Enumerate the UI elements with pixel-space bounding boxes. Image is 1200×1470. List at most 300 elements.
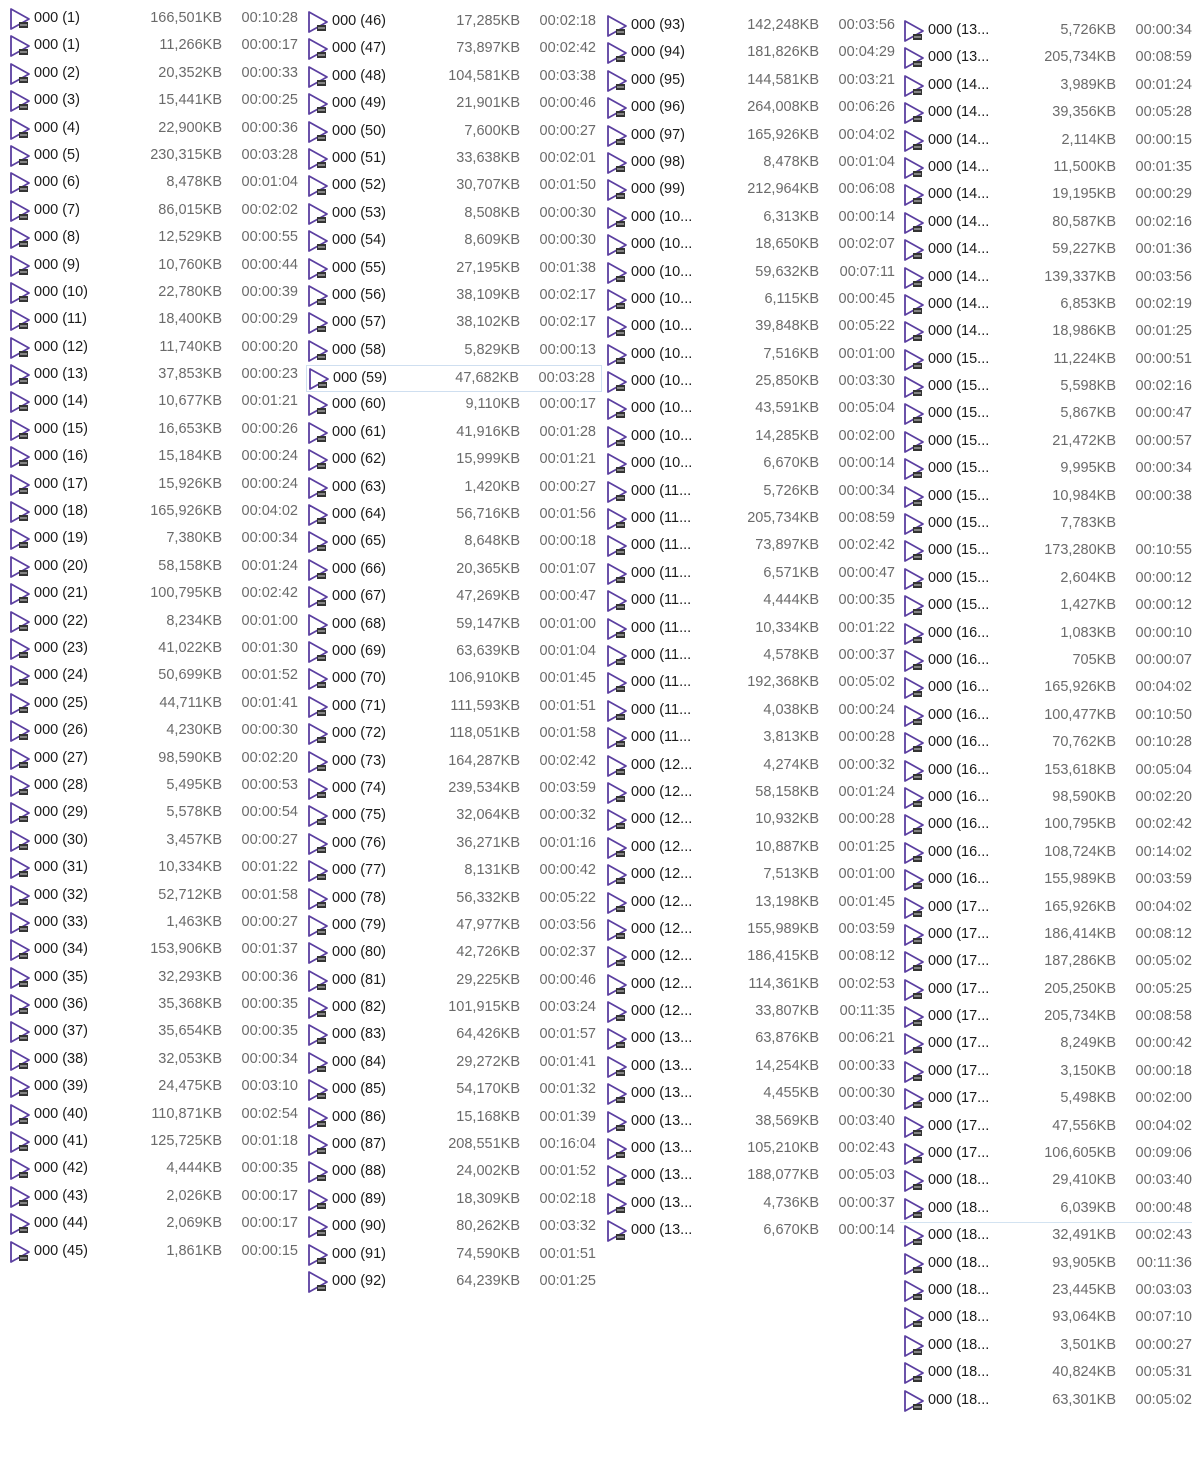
file-duration: 00:05:02 [1135, 953, 1192, 970]
file-item[interactable] [306, 803, 602, 830]
file-item[interactable] [8, 1074, 304, 1101]
video-file-icon [8, 1020, 32, 1044]
file-size: 8,609KB [464, 232, 520, 249]
file-item[interactable] [902, 73, 1198, 100]
file-item[interactable] [8, 6, 304, 33]
file-item[interactable] [902, 100, 1198, 127]
file-name: 000 (17) [34, 475, 89, 492]
video-file-icon [306, 1106, 330, 1130]
file-name: 000 (86) [332, 1108, 387, 1125]
file-item[interactable] [306, 1077, 602, 1104]
file-item[interactable] [902, 758, 1198, 785]
video-file-icon [605, 1219, 629, 1243]
file-item[interactable] [8, 198, 304, 225]
file-item[interactable] [8, 526, 304, 553]
file-item[interactable] [8, 691, 304, 718]
file-item[interactable] [902, 566, 1198, 593]
file-item[interactable] [8, 253, 304, 280]
file-name: 000 (21) [34, 585, 89, 602]
file-size: 239,534KB [448, 779, 520, 796]
video-file-icon [306, 1023, 330, 1047]
file-item[interactable] [8, 1239, 304, 1266]
file-item[interactable] [902, 128, 1198, 155]
file-name: 000 (55) [332, 259, 387, 276]
file-item[interactable] [902, 703, 1198, 730]
file-item[interactable] [306, 9, 602, 36]
video-file-icon [306, 1215, 330, 1239]
file-item[interactable] [605, 232, 901, 259]
file-name: 000 (14... [928, 323, 990, 340]
file-item[interactable] [902, 484, 1198, 511]
file-item[interactable] [902, 593, 1198, 620]
file-item[interactable] [902, 1278, 1198, 1305]
file-item[interactable] [306, 968, 602, 995]
file-item[interactable] [902, 210, 1198, 237]
file-duration: 00:00:34 [1135, 22, 1192, 38]
file-item[interactable] [306, 749, 602, 776]
file-size: 21,472KB [1052, 432, 1116, 449]
file-name: 000 (13) [34, 366, 89, 383]
file-item[interactable] [8, 1184, 304, 1211]
file-name: 000 (98) [631, 153, 686, 170]
file-item[interactable] [306, 995, 602, 1022]
file-item[interactable] [8, 444, 304, 471]
file-name: 000 (32) [34, 886, 89, 903]
file-item[interactable] [605, 506, 901, 533]
file-item[interactable] [605, 369, 901, 396]
file-duration: 00:00:34 [1135, 460, 1192, 477]
file-item[interactable] [902, 922, 1198, 949]
file-item[interactable] [605, 780, 901, 807]
file-item[interactable] [8, 663, 304, 690]
file-column-1 [8, 6, 304, 1266]
file-item[interactable] [902, 812, 1198, 839]
file-duration: 00:01:28 [539, 423, 596, 440]
file-item[interactable] [8, 417, 304, 444]
file-item[interactable] [8, 992, 304, 1019]
file-size: 36,271KB [456, 834, 520, 851]
file-item[interactable] [8, 828, 304, 855]
file-size: 8,234KB [166, 612, 222, 629]
file-item[interactable] [306, 886, 602, 913]
video-file-icon [902, 293, 926, 317]
file-duration: 00:04:02 [1135, 679, 1192, 696]
file-item[interactable] [605, 1081, 901, 1108]
file-item[interactable] [902, 1114, 1198, 1141]
video-file-icon [8, 1212, 32, 1236]
file-size: 10,887KB [755, 838, 819, 855]
video-file-icon [605, 206, 629, 230]
file-item[interactable] [8, 61, 304, 88]
file-item[interactable] [306, 119, 602, 146]
file-size: 205,734KB [1044, 1008, 1116, 1025]
file-item[interactable] [8, 910, 304, 937]
file-item[interactable] [605, 205, 901, 232]
file-item[interactable] [605, 13, 901, 40]
video-file-icon [8, 390, 32, 414]
file-name: 000 (15... [928, 515, 990, 532]
file-item[interactable] [8, 1129, 304, 1156]
file-item[interactable] [306, 1159, 602, 1186]
file-item[interactable] [8, 1102, 304, 1129]
file-item[interactable] [902, 45, 1198, 72]
file-duration: 00:03:40 [838, 1112, 895, 1129]
file-item[interactable] [306, 392, 602, 419]
file-item[interactable] [8, 937, 304, 964]
file-size: 7,600KB [464, 122, 520, 139]
file-item[interactable] [8, 280, 304, 307]
file-duration: 00:00:38 [1135, 487, 1192, 504]
file-item[interactable] [605, 479, 901, 506]
file-item[interactable] [8, 33, 304, 60]
file-item[interactable] [306, 1105, 602, 1132]
video-file-icon [605, 617, 629, 641]
file-item[interactable] [902, 429, 1198, 456]
file-item[interactable] [902, 374, 1198, 401]
file-item[interactable] [605, 396, 901, 423]
file-item[interactable] [605, 890, 901, 917]
file-item[interactable] [605, 314, 901, 341]
file-size: 192,368KB [747, 674, 819, 691]
file-item[interactable] [306, 557, 602, 584]
file-item[interactable] [8, 116, 304, 143]
file-item[interactable] [306, 1269, 602, 1296]
file-item[interactable] [306, 721, 602, 748]
file-item[interactable] [605, 342, 901, 369]
file-item[interactable] [8, 883, 304, 910]
file-duration: 00:00:14 [838, 1222, 895, 1239]
file-item[interactable] [902, 675, 1198, 702]
file-item[interactable] [306, 256, 602, 283]
file-item[interactable] [605, 95, 901, 122]
file-size: 59,227KB [1052, 241, 1116, 258]
file-item[interactable] [902, 1388, 1198, 1415]
video-file-icon [8, 911, 32, 935]
file-item[interactable] [306, 502, 602, 529]
file-item[interactable] [8, 581, 304, 608]
video-file-icon [8, 637, 32, 661]
file-duration: 00:01:41 [241, 694, 298, 711]
video-file-icon [306, 1160, 330, 1184]
file-item[interactable] [605, 68, 901, 95]
file-name: 000 (18... [928, 1309, 990, 1326]
file-item[interactable] [902, 621, 1198, 648]
file-item[interactable] [605, 533, 901, 560]
file-duration: 00:01:04 [539, 642, 596, 659]
file-item[interactable] [902, 1223, 1198, 1250]
file-size: 12,529KB [158, 229, 222, 246]
file-item[interactable] [306, 584, 602, 611]
file-name: 000 (1) [34, 37, 80, 54]
file-item[interactable] [605, 944, 901, 971]
file-duration: 00:03:03 [1135, 1281, 1192, 1298]
file-item[interactable] [306, 858, 602, 885]
file-item[interactable] [605, 999, 901, 1026]
file-item[interactable] [902, 1360, 1198, 1387]
file-size: 30,707KB [456, 177, 520, 194]
file-item[interactable] [8, 389, 304, 416]
file-item[interactable] [605, 260, 901, 287]
video-file-icon [902, 1060, 926, 1084]
file-size: 52,712KB [158, 886, 222, 903]
file-name: 000 (17... [928, 898, 990, 915]
video-file-icon [605, 1137, 629, 1161]
file-item[interactable] [902, 265, 1198, 292]
file-item[interactable] [605, 643, 901, 670]
file-size: 18,986KB [1052, 323, 1116, 340]
file-item[interactable] [902, 182, 1198, 209]
file-size: 9,110KB [465, 396, 520, 413]
file-item[interactable] [605, 1191, 901, 1218]
video-file-icon [306, 859, 330, 883]
file-item[interactable] [605, 1054, 901, 1081]
file-item[interactable] [902, 895, 1198, 922]
file-duration: 00:01:00 [838, 345, 895, 362]
file-item[interactable] [306, 36, 602, 63]
file-item[interactable] [8, 773, 304, 800]
file-item[interactable] [605, 616, 901, 643]
video-file-icon [306, 311, 330, 335]
file-item[interactable] [306, 91, 602, 118]
file-item[interactable] [8, 362, 304, 389]
file-item[interactable] [605, 698, 901, 725]
file-item[interactable] [902, 511, 1198, 538]
file-item[interactable] [902, 867, 1198, 894]
video-file-icon [306, 147, 330, 171]
file-name: 000 (10) [34, 283, 89, 300]
file-duration: 00:02:17 [539, 286, 596, 303]
file-size: 5,726KB [1060, 22, 1116, 38]
file-duration: 00:00:20 [241, 338, 298, 355]
video-file-icon [605, 918, 629, 942]
file-item[interactable] [306, 310, 602, 337]
file-item[interactable] [605, 150, 901, 177]
file-name: 000 (60) [332, 396, 387, 413]
file-size: 59,147KB [456, 615, 520, 632]
file-item[interactable] [306, 201, 602, 228]
file-item[interactable] [605, 40, 901, 67]
file-item[interactable] [605, 1109, 901, 1136]
file-item[interactable] [902, 18, 1198, 45]
file-duration: 00:00:24 [241, 448, 298, 465]
file-item[interactable] [8, 472, 304, 499]
file-item[interactable] [8, 1047, 304, 1074]
file-name: 000 (12... [631, 783, 693, 800]
file-name: 000 (12) [34, 338, 89, 355]
file-item[interactable] [605, 561, 901, 588]
file-item[interactable] [902, 949, 1198, 976]
file-item[interactable] [8, 335, 304, 362]
file-item[interactable] [605, 287, 901, 314]
file-item[interactable] [8, 965, 304, 992]
group-divider [900, 1222, 1192, 1223]
file-duration: 00:02:07 [838, 236, 895, 253]
file-item[interactable] [605, 424, 901, 451]
file-item[interactable] [902, 319, 1198, 346]
file-item[interactable] [8, 170, 304, 197]
file-size: 29,225KB [456, 971, 520, 988]
file-item[interactable] [8, 718, 304, 745]
file-item[interactable] [605, 862, 901, 889]
file-duration: 00:00:17 [241, 37, 298, 54]
file-name: 000 (42) [34, 1160, 89, 1177]
file-item[interactable] [902, 347, 1198, 374]
file-size: 15,441KB [158, 92, 222, 109]
file-size: 186,414KB [1044, 925, 1116, 942]
file-item[interactable] [902, 401, 1198, 428]
file-item[interactable] [306, 338, 602, 365]
file-size: 188,077KB [747, 1167, 819, 1184]
file-item[interactable] [605, 451, 901, 478]
file-name: 000 (17... [928, 1035, 990, 1052]
file-item[interactable] [902, 1196, 1198, 1223]
file-size: 39,848KB [755, 318, 819, 335]
file-item[interactable] [902, 1168, 1198, 1195]
file-item[interactable] [8, 636, 304, 663]
file-item[interactable] [8, 800, 304, 827]
file-item[interactable] [902, 840, 1198, 867]
video-file-icon [605, 562, 629, 586]
file-item[interactable] [306, 365, 602, 392]
file-item[interactable] [306, 228, 602, 255]
file-item[interactable] [306, 283, 602, 310]
file-item[interactable] [306, 1050, 602, 1077]
video-file-icon [605, 124, 629, 148]
file-item[interactable] [605, 917, 901, 944]
file-item[interactable] [605, 1218, 901, 1245]
file-item[interactable] [306, 831, 602, 858]
file-item[interactable] [8, 1156, 304, 1183]
file-item[interactable] [8, 855, 304, 882]
file-item[interactable] [8, 307, 304, 334]
file-item[interactable] [8, 143, 304, 170]
file-item[interactable] [902, 1141, 1198, 1168]
file-item[interactable] [605, 1136, 901, 1163]
file-item[interactable] [8, 746, 304, 773]
file-item[interactable] [306, 666, 602, 693]
file-name: 000 (78) [332, 889, 387, 906]
file-size: 105,210KB [747, 1140, 819, 1157]
file-item[interactable] [605, 807, 901, 834]
file-duration: 00:00:47 [1135, 405, 1192, 422]
file-item[interactable] [306, 64, 602, 91]
file-size: 187,286KB [1044, 953, 1116, 970]
file-duration: 00:05:02 [838, 674, 895, 691]
file-item[interactable] [902, 1305, 1198, 1332]
file-item[interactable] [605, 835, 901, 862]
video-file-icon [8, 473, 32, 497]
file-item[interactable] [8, 1211, 304, 1238]
file-item[interactable] [306, 1022, 602, 1049]
file-item[interactable] [306, 776, 602, 803]
file-duration: 00:00:29 [1135, 186, 1192, 203]
file-name: 000 (56) [332, 286, 387, 303]
file-item[interactable] [306, 694, 602, 721]
file-duration: 00:06:08 [838, 181, 895, 198]
file-item[interactable] [902, 1251, 1198, 1278]
file-size: 4,736KB [763, 1194, 819, 1211]
file-item[interactable] [902, 1086, 1198, 1113]
file-item[interactable] [605, 588, 901, 615]
file-item[interactable] [306, 1132, 602, 1159]
file-item[interactable] [8, 88, 304, 115]
file-size: 54,170KB [456, 1081, 520, 1098]
file-item[interactable] [306, 420, 602, 447]
file-item[interactable] [306, 529, 602, 556]
file-size: 101,915KB [448, 999, 520, 1016]
file-item[interactable] [306, 639, 602, 666]
file-item[interactable] [605, 1026, 901, 1053]
file-item[interactable] [306, 940, 602, 967]
file-item[interactable] [902, 977, 1198, 1004]
file-item[interactable] [306, 173, 602, 200]
file-item[interactable] [605, 1163, 901, 1190]
video-file-icon [902, 676, 926, 700]
file-name: 000 (41) [34, 1133, 89, 1150]
file-item[interactable] [605, 123, 901, 150]
file-item[interactable] [902, 1059, 1198, 1086]
file-size: 93,064KB [1052, 1309, 1116, 1326]
file-name: 000 (72) [332, 725, 387, 742]
file-item[interactable] [8, 499, 304, 526]
file-name: 000 (34) [34, 941, 89, 958]
file-item[interactable] [902, 648, 1198, 675]
file-duration: 00:03:32 [539, 1218, 596, 1235]
file-item[interactable] [605, 177, 901, 204]
video-file-icon [8, 1240, 32, 1264]
file-name: 000 (14... [928, 241, 990, 258]
file-name: 000 (12... [631, 866, 693, 883]
file-item[interactable] [902, 1031, 1198, 1058]
file-item[interactable] [605, 753, 901, 780]
file-item[interactable] [605, 725, 901, 752]
file-item[interactable] [306, 1242, 602, 1269]
file-item[interactable] [306, 475, 602, 502]
file-item[interactable] [306, 913, 602, 940]
file-item[interactable] [902, 237, 1198, 264]
file-name: 000 (91) [332, 1245, 387, 1262]
file-item[interactable] [306, 1214, 602, 1241]
file-name: 000 (17... [928, 1090, 990, 1107]
file-item[interactable] [902, 730, 1198, 757]
file-duration: 00:01:45 [539, 670, 596, 687]
file-item[interactable] [306, 612, 602, 639]
file-item[interactable] [8, 1019, 304, 1046]
file-item[interactable] [306, 1187, 602, 1214]
file-item[interactable] [306, 447, 602, 474]
file-item[interactable] [902, 292, 1198, 319]
file-item[interactable] [605, 670, 901, 697]
video-file-icon [8, 664, 32, 688]
file-item[interactable] [902, 1004, 1198, 1031]
file-item[interactable] [902, 155, 1198, 182]
file-size: 47,556KB [1052, 1117, 1116, 1134]
file-size: 2,114KB [1061, 131, 1116, 148]
file-item[interactable] [8, 554, 304, 581]
file-item[interactable] [902, 785, 1198, 812]
file-item[interactable] [8, 225, 304, 252]
video-file-icon [306, 174, 330, 198]
file-item[interactable] [902, 456, 1198, 483]
video-file-icon [8, 747, 32, 771]
file-item[interactable] [902, 1333, 1198, 1360]
file-item[interactable] [902, 538, 1198, 565]
file-item[interactable] [8, 609, 304, 636]
file-item[interactable] [306, 146, 602, 173]
file-item[interactable] [605, 972, 901, 999]
file-duration: 00:01:38 [539, 259, 596, 276]
file-size: 25,850KB [755, 373, 819, 390]
